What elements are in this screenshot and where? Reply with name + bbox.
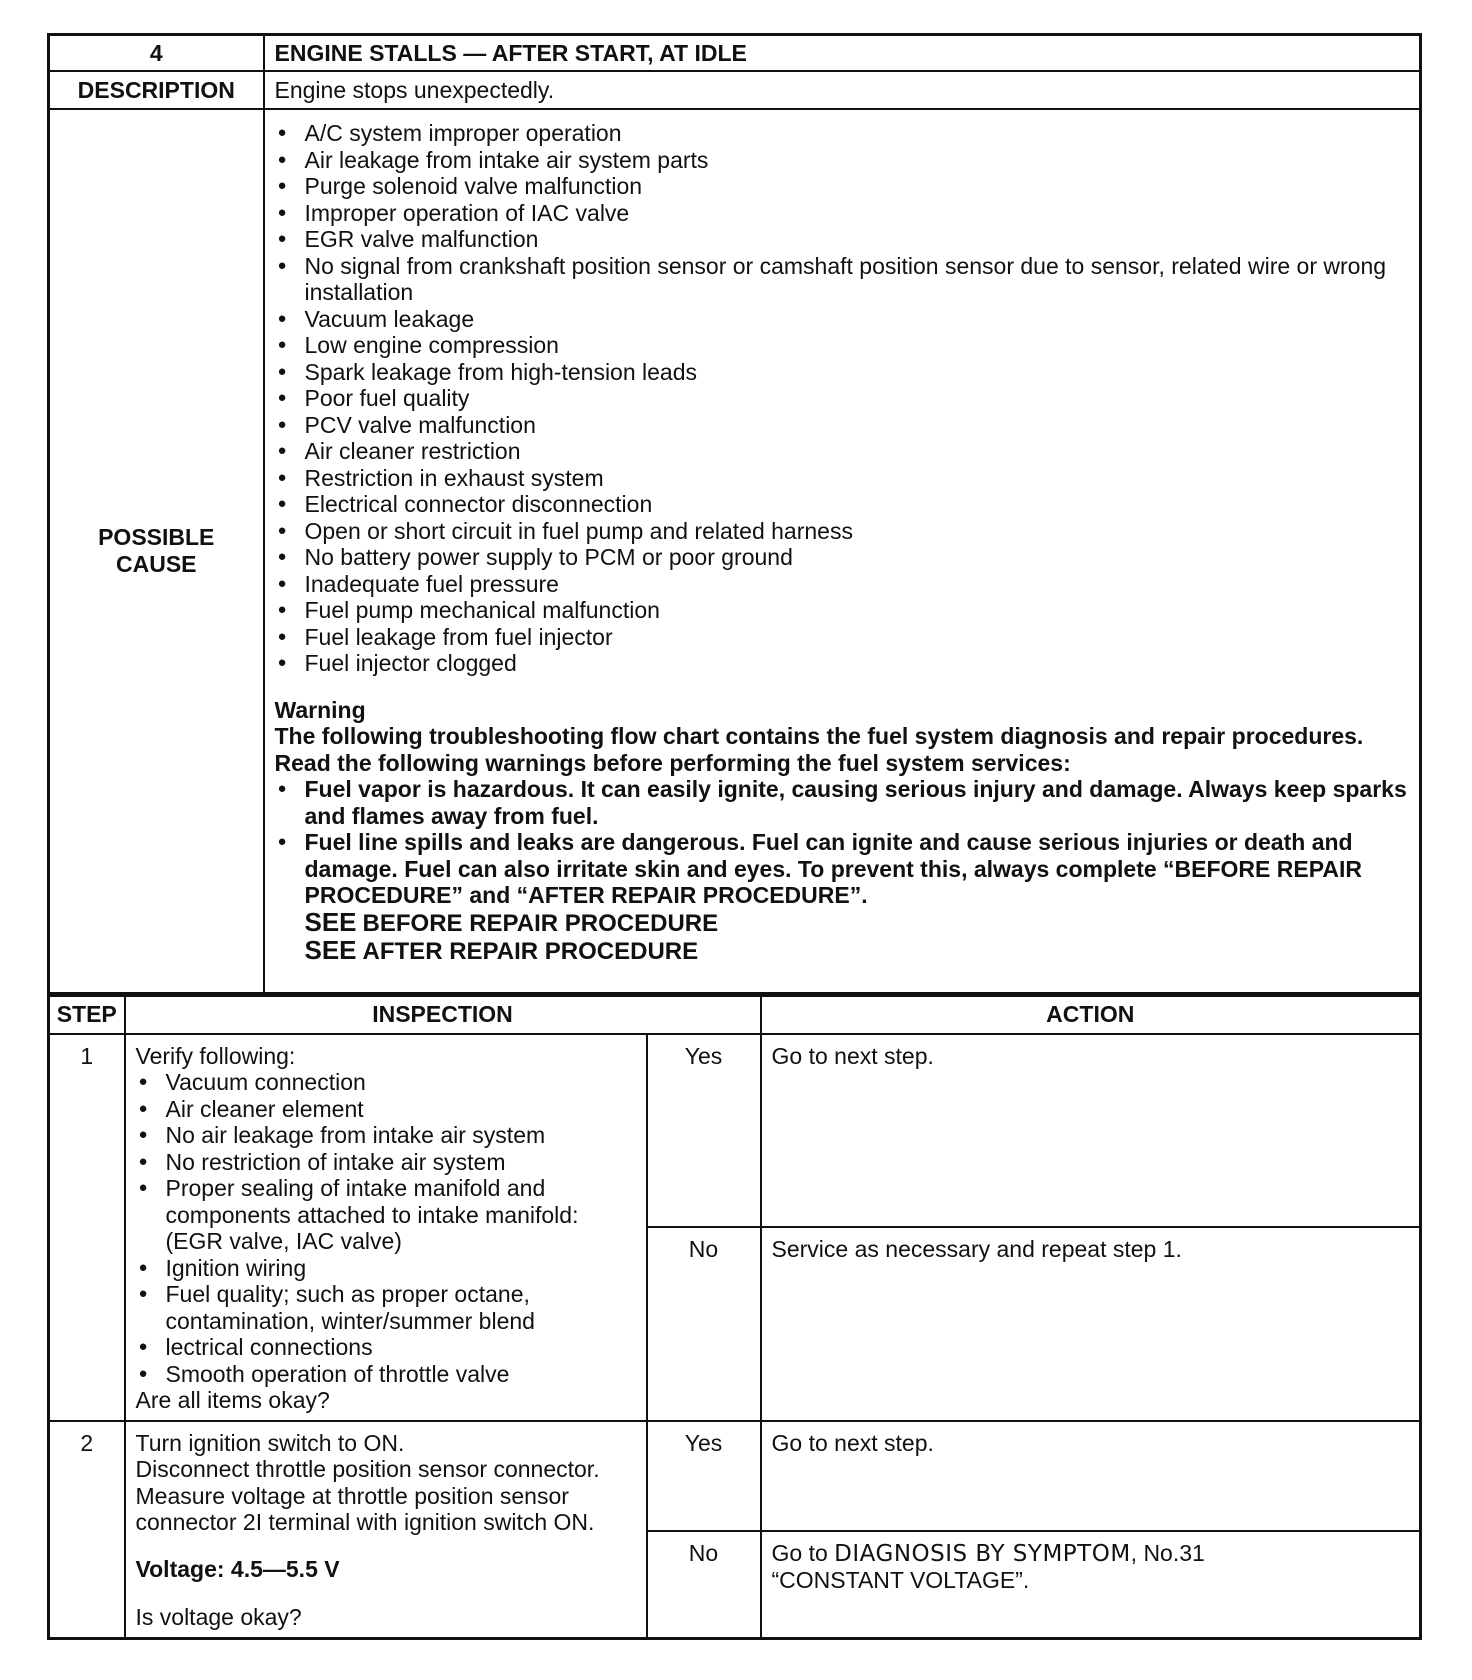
step-1-intro: Verify following: bbox=[135, 1042, 296, 1069]
steps-header-row bbox=[49, 996, 1421, 1034]
description-text: Engine stops unexpectedly. bbox=[264, 71, 1421, 109]
see-keyword: SEE bbox=[304, 935, 357, 965]
cause-item: ● Improper operation of IAC valve bbox=[275, 200, 1408, 227]
cause-item: ● EGR valve malfunction bbox=[275, 226, 1408, 253]
see-before-repair bbox=[304, 906, 1408, 938]
step-2-no-action bbox=[761, 1531, 1421, 1638]
step-2-number: 2 bbox=[49, 1421, 125, 1639]
check-item: ● Vacuum connection bbox=[136, 1069, 636, 1096]
cause-item: ● Fuel injector clogged bbox=[275, 650, 1408, 677]
possible-cause-row bbox=[49, 109, 1421, 993]
step-1-checklist bbox=[136, 1069, 636, 1387]
inspection-column-header: INSPECTION bbox=[125, 996, 761, 1034]
step-2-yes-action: Go to next step. bbox=[761, 1421, 1421, 1531]
step-2-line1: Turn ignition switch to ON. bbox=[135, 1429, 405, 1456]
possible-cause-list bbox=[275, 120, 1408, 677]
step-column-header: STEP bbox=[49, 996, 125, 1034]
step-2-line3: Measure voltage at throttle position sensor connector 2I terminal with ignition switch ON. bbox=[135, 1482, 595, 1535]
step-2-no-label: No bbox=[647, 1531, 761, 1638]
warning-item bbox=[275, 829, 1408, 966]
check-item: ● No air leakage from intake air system bbox=[136, 1122, 636, 1149]
cause-item: ● Air cleaner restriction bbox=[275, 438, 1408, 465]
symptom-header-row bbox=[49, 35, 1421, 72]
warning-list bbox=[275, 776, 1408, 966]
cause-item: ● Restriction in exhaust system bbox=[275, 465, 1408, 492]
symptom-number: 4 bbox=[49, 35, 264, 72]
possible-cause-label-line2: CAUSE bbox=[115, 550, 197, 577]
cause-item: ● Fuel pump mechanical malfunction bbox=[275, 597, 1408, 624]
warning-item-text: Fuel line spills and leaks are dangerous. Fuel can ignite and cause serious injuries or death and damage. Fuel can also irritate skin and eyes. To prevent this, always complete “BEFORE REPAIR PROCEDURE” and “AFTER REPAIR PROCEDURE”. bbox=[304, 829, 1362, 908]
check-item: ● Smooth operation of throttle valve bbox=[136, 1361, 636, 1388]
check-item: ● Proper sealing of intake manifold and components attached to intake manifold: (EGR valve, IAC valve) bbox=[136, 1175, 636, 1255]
warning-intro: The following troubleshooting flow chart contains the fuel system diagnosis and repair procedures. Read the following warnings before performing the fuel system services: bbox=[274, 723, 1364, 776]
warning-block bbox=[275, 697, 1408, 966]
step-2-question: Is voltage okay? bbox=[135, 1604, 302, 1630]
action-column-header: ACTION bbox=[761, 996, 1421, 1034]
step-2-spec: Voltage: 4.5—5.5 V bbox=[135, 1555, 340, 1582]
check-item: ● lectrical connections bbox=[136, 1334, 636, 1361]
check-item: ● Air cleaner element bbox=[136, 1096, 636, 1123]
see-after-repair-link[interactable]: AFTER REPAIR PROCEDURE bbox=[362, 938, 699, 965]
step-2-no-action-line2: “CONSTANT VOLTAGE”. bbox=[771, 1567, 1030, 1594]
step-1-number: 1 bbox=[49, 1034, 125, 1421]
symptom-title: ENGINE STALLS — AFTER START, AT IDLE bbox=[264, 35, 1421, 72]
cause-item: ● No battery power supply to PCM or poor ground bbox=[275, 544, 1408, 571]
troubleshooting-sheet bbox=[47, 33, 1422, 1640]
step-1-inspection bbox=[125, 1034, 647, 1421]
step-1-yes-row bbox=[49, 1034, 1421, 1228]
diagnosis-by-symptom-link[interactable]: DIAGNOSIS BY SYMPTOM bbox=[834, 1540, 1131, 1567]
possible-cause-label-line1: POSSIBLE bbox=[98, 524, 215, 551]
step-1-question: Are all items okay? bbox=[135, 1387, 330, 1413]
step-2-yes-label: Yes bbox=[647, 1421, 761, 1531]
cause-item: ● Air leakage from intake air system parts bbox=[275, 147, 1408, 174]
description-label: DESCRIPTION bbox=[49, 71, 264, 109]
cause-item: ● A/C system improper operation bbox=[275, 120, 1408, 147]
cause-item: ● Poor fuel quality bbox=[275, 385, 1408, 412]
cause-item: ● Inadequate fuel pressure bbox=[275, 571, 1408, 598]
cause-item: ● PCV valve malfunction bbox=[275, 412, 1408, 439]
cause-item: ● Fuel leakage from fuel injector bbox=[275, 624, 1408, 651]
goto-prefix: Go to bbox=[771, 1539, 828, 1566]
cause-item: ● No signal from crankshaft position sensor or camshaft position sensor due to sensor, related wire or wrong installation bbox=[275, 253, 1408, 306]
step-1-no-action: Service as necessary and repeat step 1. bbox=[761, 1227, 1421, 1421]
check-item: ● Ignition wiring bbox=[136, 1255, 636, 1282]
see-before-repair-link[interactable]: BEFORE REPAIR PROCEDURE bbox=[362, 909, 719, 937]
step-2-line2: Disconnect throttle position sensor connector. bbox=[135, 1456, 600, 1482]
cause-item: ● Low engine compression bbox=[275, 332, 1408, 359]
step-2-inspection bbox=[125, 1421, 647, 1639]
check-item: ● Fuel quality; such as proper octane, contamination, winter/summer blend bbox=[136, 1281, 636, 1334]
check-item: ● No restriction of intake air system bbox=[136, 1149, 636, 1176]
step-1-yes-label: Yes bbox=[647, 1034, 761, 1228]
step-2-no-action-line1 bbox=[772, 1540, 1409, 1568]
step-1-no-label: No bbox=[647, 1227, 761, 1421]
see-keyword: SEE bbox=[304, 906, 357, 937]
cause-item: ● Spark leakage from high-tension leads bbox=[275, 359, 1408, 386]
cause-item: ● Purge solenoid valve malfunction bbox=[275, 173, 1408, 200]
warning-title: Warning bbox=[274, 696, 366, 723]
possible-cause-label bbox=[49, 109, 264, 993]
cause-item: ● Open or short circuit in fuel pump and related harness bbox=[275, 518, 1408, 545]
see-after-repair bbox=[305, 937, 1408, 966]
goto-suffix: , No.31 bbox=[1130, 1539, 1205, 1566]
cause-item: ● Vacuum leakage bbox=[275, 306, 1408, 333]
possible-cause-content bbox=[264, 109, 1421, 993]
description-row bbox=[49, 71, 1421, 109]
steps-table bbox=[47, 995, 1422, 1640]
step-1-yes-action: Go to next step. bbox=[761, 1034, 1421, 1228]
step-2-yes-row bbox=[49, 1421, 1421, 1531]
cause-item: ● Electrical connector disconnection bbox=[275, 491, 1408, 518]
warning-item: ● Fuel vapor is hazardous. It can easily ignite, causing serious injury and damage. Always keep sparks and flames away from fuel. bbox=[275, 776, 1408, 829]
symptom-table bbox=[47, 33, 1422, 995]
